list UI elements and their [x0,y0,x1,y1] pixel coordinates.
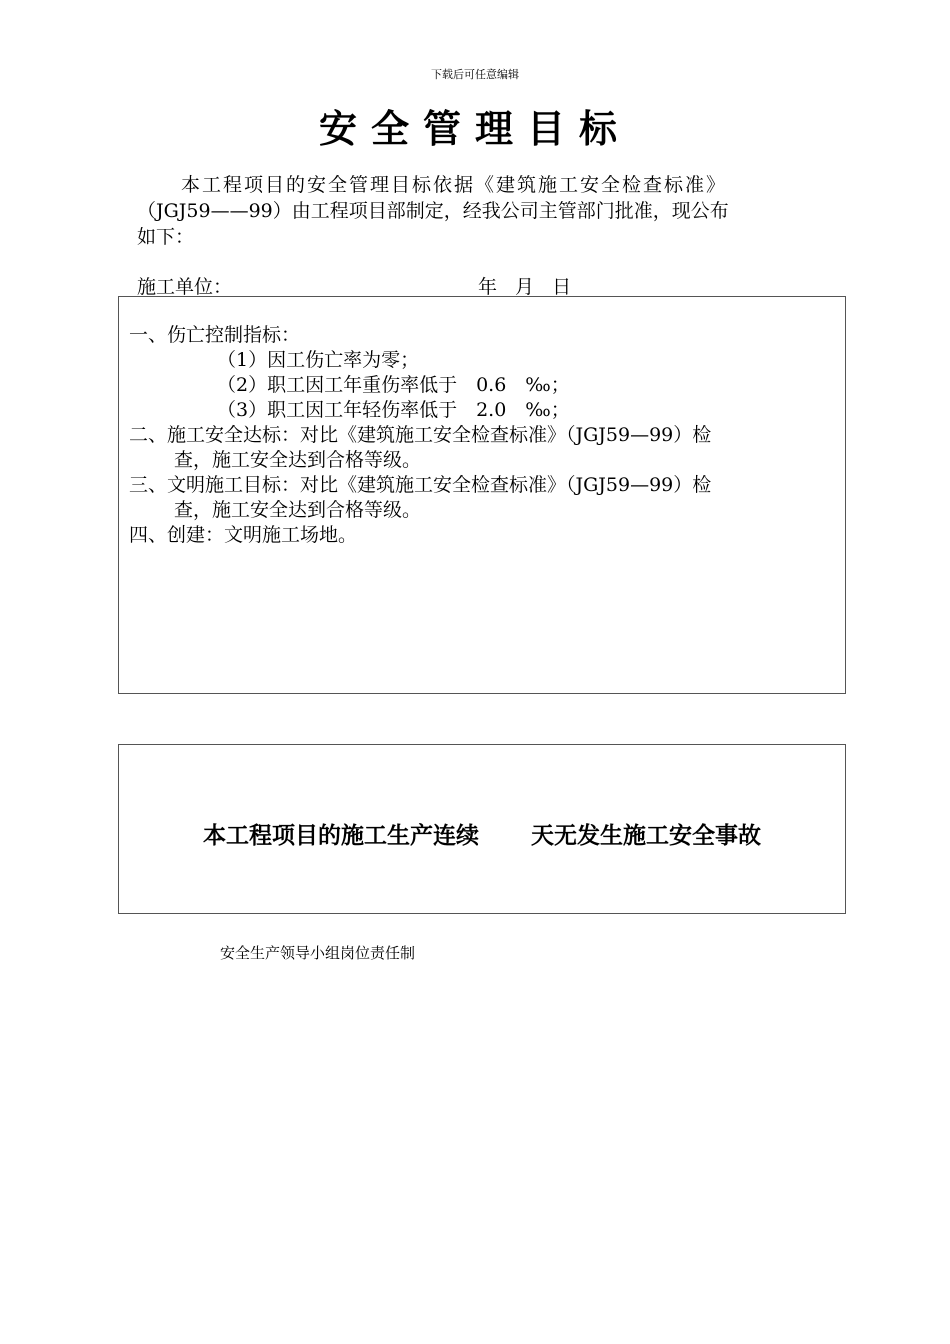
target-item-4: 四、创建：文明施工场地。 [129,524,358,546]
intro-paragraph [137,172,837,250]
construction-unit-label: 施工单位： [137,276,233,298]
targets-box [118,296,846,694]
footer-note: 安全生产领导小组岗位责任制 [220,944,416,962]
target-item-1-sub-2: （2）职工因工年重伤率低于 0.6 ‰； [217,374,570,396]
intro-line-2: （JGJ59——99）由工程项目部制定，经我公司主管部门批准，现公布 [137,200,729,222]
intro-line-1: 本工程项目的安全管理目标依据《建筑施工安全检查标准》 [181,174,728,196]
target-item-1-title: 一、伤亡控制指标： [129,324,301,346]
target-item-1-sub-1: （1）因工伤亡率为零； [217,349,420,371]
slogan-part-1: 本工程项目的施工生产连续 [203,823,479,849]
target-item-3-line-2: 查，施工安全达到合格等级。 [174,499,422,521]
slogan-box [118,744,846,914]
target-item-1-sub-3: （3）职工因工年轻伤率低于 2.0 ‰； [217,399,570,421]
date-label: 年 月 日 [478,276,572,298]
page-title: 安全管理目标 [318,106,631,151]
header-note: 下载后可任意编辑 [431,68,519,81]
slogan [119,817,845,850]
target-item-3-line-1: 三、文明施工目标：对比《建筑施工安全检查标准》（JGJ59—99）检 [129,474,712,496]
intro-line-3: 如下： [137,226,195,248]
target-item-2-line-2: 查，施工安全达到合格等级。 [174,449,422,471]
targets-list [129,323,839,548]
slogan-part-2: 天无发生施工安全事故 [531,823,761,849]
target-item-2-line-1: 二、施工安全达标：对比《建筑施工安全检查标准》（JGJ59—99）检 [129,424,712,446]
